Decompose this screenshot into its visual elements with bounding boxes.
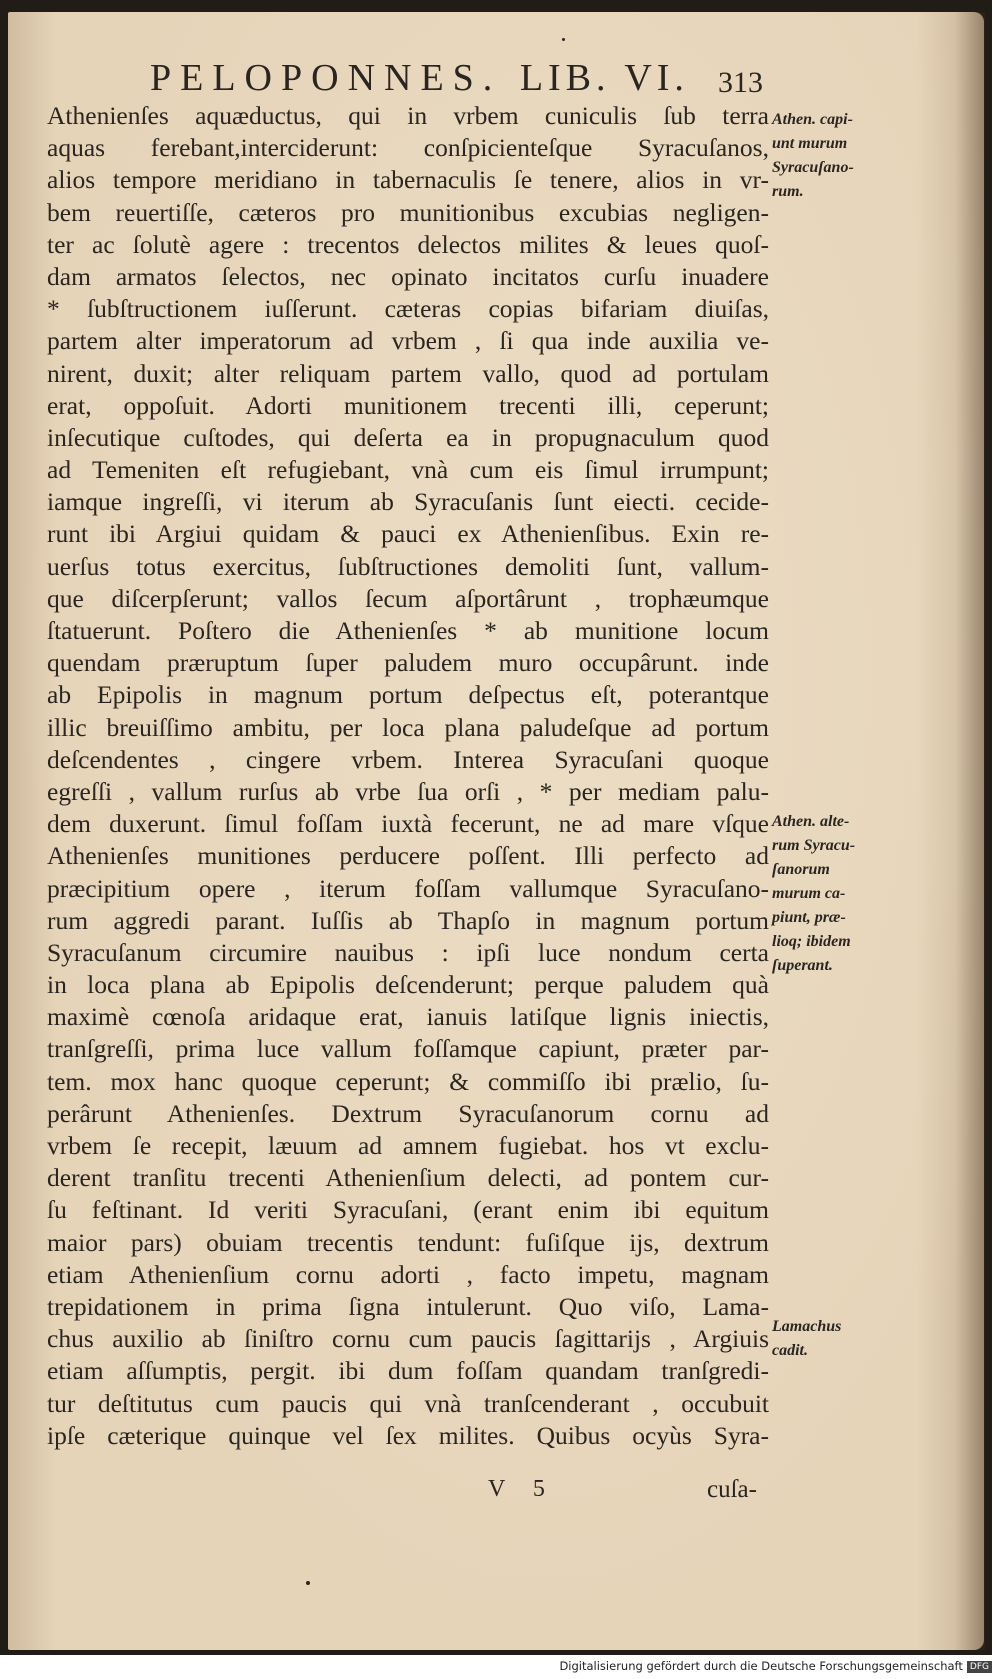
text-line: chus auxilio ab ſiniſtro cornu cum paucis ſagittarijs , Argiuis: [47, 1324, 769, 1354]
ink-speck: [306, 1581, 310, 1585]
text-line: in loca plana ab Epipolis deſcenderunt; perque paludem quà: [47, 970, 769, 1000]
margin-note-line: lioq; ibidem: [772, 933, 851, 950]
text-line: bem reuertiſſe, cæteros pro munitionibus excubias negligen-: [47, 197, 769, 227]
margin-note-line: unt murum: [772, 135, 848, 152]
text-line: derent tranſitu trecenti Athenienſium delecti, ad pontem cur-: [47, 1163, 769, 1193]
margin-note-line: murum ca-: [772, 885, 846, 902]
text-line: que diſcerpſerunt; vallos ſecum aſportârunt , trophæumque: [47, 583, 769, 613]
margin-note-line: piunt, præ-: [772, 909, 846, 926]
text-line: etiam Athenienſium cornu adorti , facto impetu, magnam: [47, 1259, 769, 1289]
margin-note-line: ſuperant.: [772, 957, 833, 974]
text-line: præcipitium opere , iterum foſſam vallumque Syracuſano-: [47, 873, 769, 903]
text-line: illic breuiſſimo ambitu, per loca plana paludeſque ad portum: [47, 712, 769, 742]
margin-note-line: Athen. capi-: [772, 111, 853, 128]
margin-note-line: Athen. alte-: [772, 813, 850, 830]
text-line: tem. mox hanc quoque ceperunt; & commiſſo ibi prælio, ſu-: [47, 1066, 769, 1096]
running-head: [150, 56, 790, 106]
margin-note-line: ſanorum: [772, 861, 830, 878]
footer-credit: [0, 1659, 992, 1679]
page-number: 313: [718, 66, 763, 99]
text-line: Athenienſes munitiones perducere poſſent. Illi perfecto ad: [47, 841, 769, 871]
margin-note-line: rum Syracu-: [772, 837, 856, 854]
footer-credit-text: Digitalisierung gefördert durch die Deutsche Forschungsgemeinschaft: [559, 1659, 963, 1673]
text-line: Syracuſanum circumire nauibus : ipſi luce nondum certa: [47, 937, 769, 967]
text-line: aquas ferebant,interciderunt: conſpicienteſque Syracuſanos,: [47, 133, 769, 163]
text-line: ipſe cæterique quinque vel ſex milites. Quibus ocyùs Syra-: [47, 1420, 769, 1450]
book-number: LIB. VI.: [519, 57, 689, 99]
text-line: * ſubſtructionem iuſſerunt. cæteras copias bifariam diuiſas,: [47, 294, 769, 324]
text-line: ter ac ſolutè agere : trecentos delectos milites & leues quoſ-: [47, 229, 769, 259]
ink-speck: [562, 38, 565, 41]
text-line: uerſus totus exercitus, ſubſtructiones demoliti ſunt, vallum-: [47, 551, 769, 581]
margin-note: [772, 810, 902, 978]
text-line: maximè cœnoſa aridaque erat, ianuis latiſque lignis iniectis,: [47, 1002, 769, 1032]
text-line: alios tempore meridiano in tabernaculis ſe tenere, alios in vr-: [47, 165, 769, 195]
text-line: egreſſi , vallum rurſus ab vrbe ſua orſi , * per mediam palu-: [47, 776, 769, 806]
text-line: erat, oppoſuit. Adorti munitionem trecenti illi, ceperunt;: [47, 390, 769, 420]
text-line: inſecutique cuſtodes, qui deſerta ea in propugnaculum quod: [47, 422, 769, 452]
text-line: vrbem ſe recepit, læuum ad amnem fugiebat. hos vt exclu-: [47, 1131, 769, 1160]
text-line: Athenienſes aquæductus, qui in vrbem cuniculis ſub terra: [47, 101, 769, 130]
text-line: dam armatos ſelectos, nec opinato incitatos curſu inuadere: [47, 261, 769, 291]
text-line: dem duxerunt. ſimul foſſam iuxtà fecerunt, ne ad mare vſque: [47, 809, 769, 839]
text-line: ſtatuerunt. Poſtero die Athenienſes * ab munitione locum: [47, 616, 769, 645]
text-line: iamque ingreſſi, vi iterum ab Syracuſanis ſunt eiecti. cecide-: [47, 487, 769, 517]
text-line: maior pars) obuiam trecentis tendunt: fuſiſque ijs, dextrum: [47, 1227, 769, 1257]
signature-mark: V 5: [488, 1476, 545, 1502]
margin-note: [772, 1315, 902, 1363]
margin-note-line: Lamachus: [772, 1318, 842, 1335]
text-line: perârunt Athenienſes. Dextrum Syracuſanorum cornu ad: [47, 1098, 769, 1128]
dfg-logo: DFG: [967, 1661, 992, 1673]
margin-note-line: Syracuſano-: [772, 159, 854, 176]
catchword: cuſa-: [707, 1476, 757, 1503]
text-line: runt ibi Argiui quidam & pauci ex Athenienſibus. Exin re-: [47, 519, 769, 549]
text-line: ab Epipolis in magnum portum deſpectus eſt, poterantque: [47, 680, 769, 710]
text-line: partem alter imperatorum ad vrbem , ſi qua inde auxilia ve-: [47, 326, 769, 356]
text-line: tur deſtitutus cum paucis qui vnà tranſcenderant , occubuit: [47, 1388, 769, 1418]
text-line: nirent, duxit; alter reliquam partem vallo, quod ad portulam: [47, 358, 769, 388]
margin-note-line: rum.: [772, 183, 804, 200]
text-line: ad Temeniten eſt refugiebant, vnà cum eis ſimul irrumpunt;: [47, 455, 769, 485]
text-line: deſcendentes , cingere vrbem. Interea Syracuſani quoque: [47, 744, 769, 774]
margin-note: [772, 108, 902, 204]
text-line: rum aggredi parant. Iuſſis ab Thapſo in magnum portum: [47, 905, 769, 935]
running-title: PELOPONNES.: [150, 57, 502, 99]
text-line: etiam aſſumptis, pergit. ibi dum foſſam quandam tranſgredi-: [47, 1356, 769, 1386]
text-line: ſu feſtinant. Id veriti Syracuſani, (erant enim ibi equitum: [47, 1195, 769, 1225]
margin-note-line: cadit.: [772, 1342, 808, 1359]
text-line: trepidationem in prima ſigna intulerunt. Quo viſo, Lama-: [47, 1291, 769, 1321]
text-line: tranſgreſſi, prima luce vallum foſſamque capiunt, præter par-: [47, 1034, 769, 1064]
body-text: [47, 100, 769, 1452]
text-line: quendam præruptum ſuper paludem muro occupârunt. inde: [47, 648, 769, 678]
